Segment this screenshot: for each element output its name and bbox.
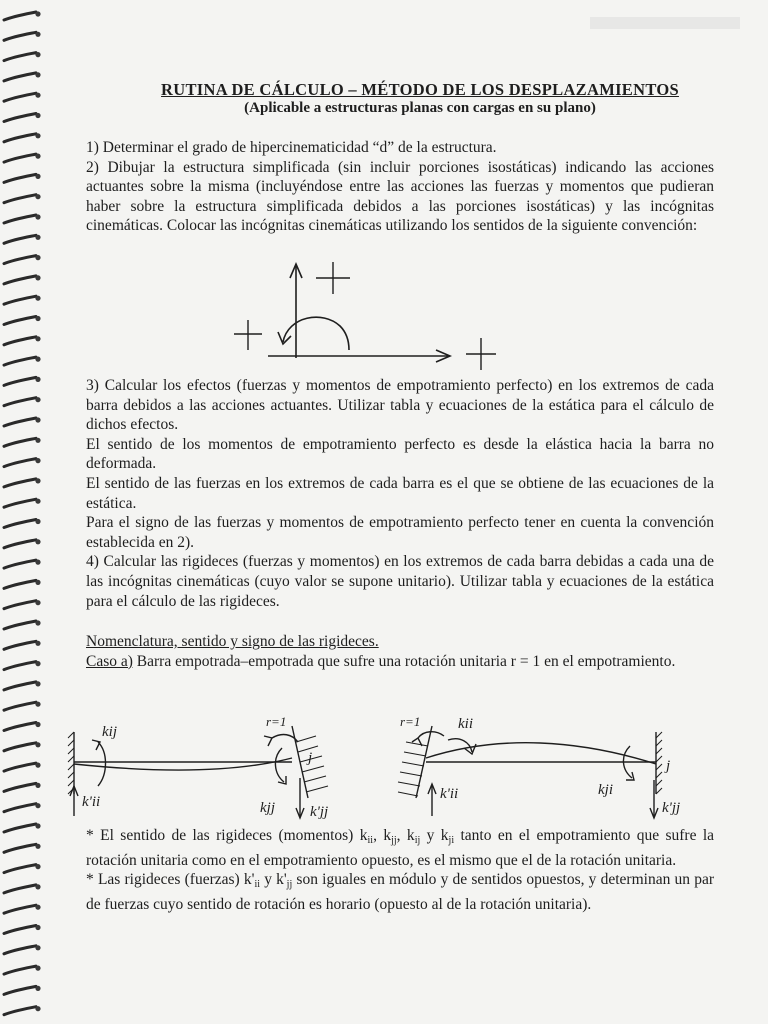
- binding-hole: [35, 377, 40, 382]
- step-2: 2) Dibujar la estructura simplificada (sin incluir porciones isostáticas) indicando las acciones actuantes sobre la misma (incluyéndose entre las acciones las fuerzas y momentos que pudieran haber sobre la estructura simplificada debidos a las porciones isostáticas) y las incógnitas cinemáticas. Colocar las incógnitas cinemáticas utilizando los sentidos de la siguiente convención:: [86, 158, 714, 235]
- binding-ring: [4, 723, 36, 731]
- binding-hole: [35, 905, 40, 910]
- left-moment-far-label: kjj: [260, 800, 275, 816]
- right-force-near-label: k'ii: [440, 786, 459, 802]
- binding-ring: [4, 438, 36, 446]
- spiral-binding: [0, 0, 44, 1024]
- left-node-label: j: [308, 750, 313, 766]
- binding-hole: [35, 681, 40, 686]
- binding-ring: [4, 804, 36, 812]
- binding-ring: [4, 763, 36, 771]
- case-description: Barra empotrada–empotrada que sufre una rotación unitaria r = 1 en el empotramiento.: [132, 652, 676, 670]
- binding-ring: [4, 235, 36, 243]
- binding-hole: [35, 174, 40, 179]
- binding-hole: [35, 763, 40, 768]
- binding-ring: [4, 905, 36, 913]
- binding-hole: [35, 722, 40, 727]
- binding-hole: [35, 336, 40, 341]
- binding-ring: [4, 743, 36, 751]
- binding-hole: [35, 194, 40, 199]
- binding-hole: [35, 93, 40, 98]
- left-moment-far-arc: [275, 748, 284, 782]
- binding-hole: [35, 72, 40, 77]
- binding-hole: [35, 823, 40, 828]
- binding-ring: [4, 682, 36, 690]
- binding-ring: [4, 580, 36, 588]
- steps-3-4: [86, 376, 714, 611]
- binding-ring: [4, 479, 36, 487]
- binding-ring: [4, 946, 36, 954]
- binding-ring: [4, 621, 36, 629]
- moment-arc: [283, 317, 349, 350]
- binding-ring: [4, 986, 36, 994]
- beam-diagram-right: [398, 726, 662, 818]
- binding-ring: [4, 195, 36, 203]
- right-deformed-beam: [426, 743, 656, 764]
- binding-ring: [4, 702, 36, 710]
- binding-ring: [4, 398, 36, 406]
- binding-ring: [4, 256, 36, 264]
- binding-ring: [4, 459, 36, 467]
- binding-ring: [4, 783, 36, 791]
- right-moment-near-label: kii: [458, 716, 473, 732]
- binding-ring: [4, 357, 36, 365]
- binding-hole: [35, 255, 40, 260]
- binding-hole: [35, 519, 40, 524]
- left-moment-near-label: kij: [102, 724, 117, 740]
- step-1: 1) Determinar el grado de hipercinematicidad “d” de la estructura.: [86, 139, 497, 156]
- binding-ring: [4, 317, 36, 325]
- binding-hole: [35, 357, 40, 362]
- left-force-near-label: k'ii: [82, 794, 101, 810]
- binding-hole: [35, 986, 40, 991]
- binding-ring: [4, 154, 36, 162]
- step-4: 4) Calcular las rigideces (fuerzas y momentos) en los extremos de cada barra debidas a cada una de las incógnitas cinemáticas (cuyo valor se supone unitario). Utilizar tabla y ecuaciones de la estática para el cálculo de las rigideces.: [86, 553, 714, 610]
- binding-ring: [4, 53, 36, 61]
- binding-hole: [35, 52, 40, 57]
- binding-hole: [35, 539, 40, 544]
- binding-ring: [4, 560, 36, 568]
- step-3-moments-sense: El sentido de los momentos de empotramiento perfecto es desde la elástica hacia la barra no deformada.: [86, 435, 714, 473]
- binding-ring: [4, 114, 36, 122]
- left-force-far-label: k'jj: [310, 804, 329, 820]
- binding-hole: [35, 235, 40, 240]
- right-force-far-label: k'jj: [662, 800, 681, 816]
- binding-ring: [4, 499, 36, 507]
- binding-ring: [4, 662, 36, 670]
- binding-hole: [35, 11, 40, 16]
- left-rotation-label: r=1: [266, 714, 287, 729]
- note-forces: * Las rigideces (fuerzas) $k'_{ii}$ y $k'_{jj}$ son iguales en módulo y de sentidos opuestos, y determinan un par de fuerzas cuyo sentido de rotación es horario (opuesto al de la rotación unitaria).: [86, 871, 714, 913]
- page-subtitle: (Aplicable a estructuras planas con cargas en su plano): [244, 100, 596, 116]
- binding-hole: [35, 32, 40, 37]
- right-rotation-label: r=1: [400, 714, 421, 729]
- binding-hole: [35, 133, 40, 138]
- binding-hole: [35, 154, 40, 159]
- binding-ring: [4, 337, 36, 345]
- binding-hole: [35, 884, 40, 889]
- binding-hole: [35, 803, 40, 808]
- binding-hole: [35, 113, 40, 118]
- binding-ring: [4, 93, 36, 101]
- binding-hole: [35, 641, 40, 646]
- scan-artifact: [590, 14, 740, 32]
- step-3-forces-sense: El sentido de las fuerzas en los extremos de cada barra es el que se obtiene de las ecuaciones de la estática.: [86, 474, 714, 512]
- binding-hole: [35, 296, 40, 301]
- binding-hole: [35, 1006, 40, 1011]
- binding-hole: [35, 417, 40, 422]
- binding-hole: [35, 661, 40, 666]
- binding-hole: [35, 458, 40, 463]
- note-moments: * El sentido de las rigideces (momentos) $k_{ii}$, $k_{jj}$, $k_{ij}$ y $k_{ji}$ tanto en el empotramiento que sufre la rotación unitaria como en el empotramiento opuesto, es el mismo que el de la rotación unitaria.: [86, 827, 715, 869]
- binding-ring: [4, 418, 36, 426]
- binding-hole: [35, 560, 40, 565]
- binding-hole: [35, 966, 40, 971]
- binding-hole: [35, 478, 40, 483]
- binding-hole: [35, 397, 40, 402]
- binding-ring: [4, 174, 36, 182]
- step-3: 3) Calcular los efectos (fuerzas y momentos de empotramiento perfecto) en los extremos de cada barra debidos a las acciones actuantes. Utilizar tabla y ecuaciones de la estática para el cálculo de dichos efectos.: [86, 377, 714, 434]
- binding-hole: [35, 438, 40, 443]
- binding-ring: [4, 32, 36, 40]
- binding-hole: [35, 945, 40, 950]
- beam-stiffness-diagrams: [60, 712, 700, 827]
- left-deformed-beam: [74, 758, 292, 770]
- binding-hole: [35, 214, 40, 219]
- right-moment-near-arc: [448, 739, 472, 752]
- notes-section: [86, 826, 714, 914]
- binding-ring: [4, 73, 36, 81]
- binding-ring: [4, 134, 36, 142]
- binding-ring: [4, 12, 36, 20]
- steps-1-2: [86, 138, 714, 236]
- binding-ring: [4, 641, 36, 649]
- binding-ring: [4, 540, 36, 548]
- left-support-near-hatch: [68, 732, 74, 794]
- binding-ring: [4, 824, 36, 832]
- right-node-label: j: [666, 758, 671, 774]
- page-title: RUTINA DE CÁLCULO – MÉTODO DE LOS DESPLAZAMIENTOS: [161, 80, 679, 99]
- binding-ring: [4, 215, 36, 223]
- nomenclature-heading: Nomenclatura, sentido y signo de las rigideces.: [86, 633, 379, 650]
- binding-hole: [35, 600, 40, 605]
- binding-hole: [35, 620, 40, 625]
- binding-ring: [4, 865, 36, 873]
- binding-hole: [35, 864, 40, 869]
- binding-hole: [35, 742, 40, 747]
- sign-convention-diagram: [228, 258, 508, 373]
- binding-ring: [4, 844, 36, 852]
- right-support-near-hatch: [398, 742, 428, 796]
- binding-hole: [35, 844, 40, 849]
- right-moment-far-label: kji: [598, 782, 613, 798]
- binding-ring: [4, 885, 36, 893]
- binding-hole: [35, 783, 40, 788]
- binding-hole: [35, 925, 40, 930]
- binding-ring: [4, 296, 36, 304]
- binding-hole: [35, 275, 40, 280]
- binding-ring: [4, 966, 36, 974]
- step-3-sign-note: Para el signo de las fuerzas y momentos de empotramiento perfecto tener en cuenta la convención establecida en 2).: [86, 514, 714, 551]
- binding-ring: [4, 377, 36, 385]
- left-moment-near-arc: [98, 742, 106, 786]
- binding-ring: [4, 1007, 36, 1015]
- nomenclature-section: [86, 632, 714, 671]
- right-support-far-hatch: [656, 732, 662, 794]
- binding-ring: [4, 926, 36, 934]
- binding-ring: [4, 276, 36, 284]
- binding-ring: [4, 601, 36, 609]
- binding-hole: [35, 316, 40, 321]
- binding-hole: [35, 580, 40, 585]
- binding-ring: [4, 520, 36, 528]
- binding-hole: [35, 499, 40, 504]
- binding-hole: [35, 702, 40, 707]
- case-label: Caso a): [86, 652, 133, 670]
